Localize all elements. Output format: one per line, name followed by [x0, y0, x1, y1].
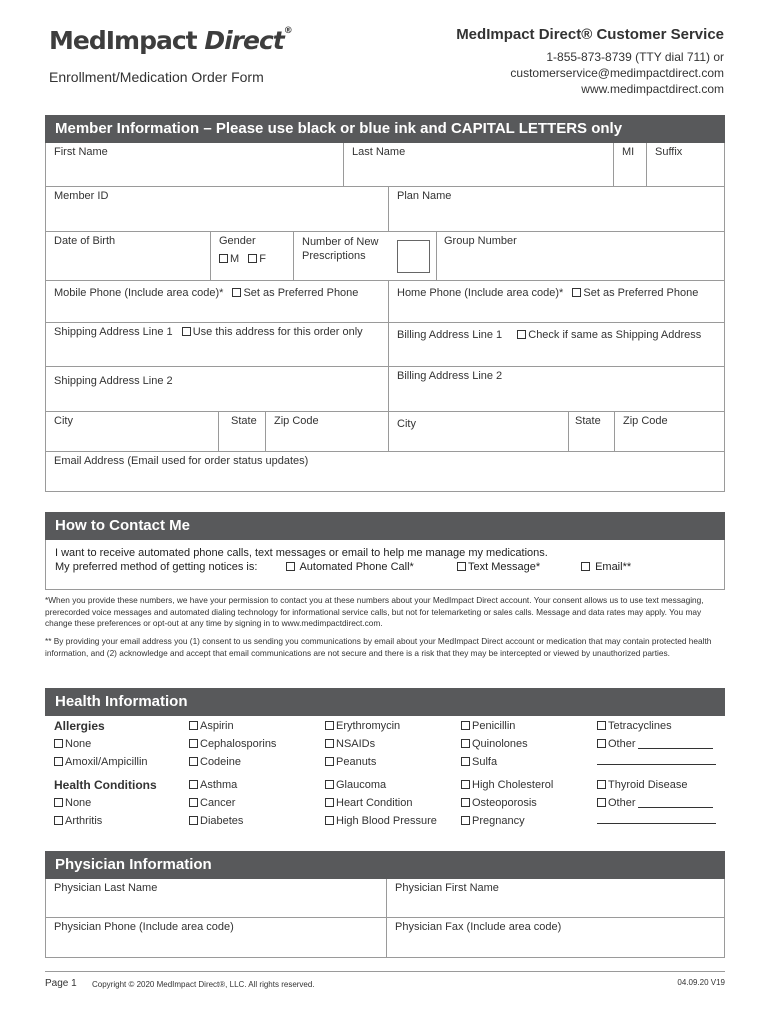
condition-thyroid-checkbox[interactable]: [597, 780, 606, 789]
num-prescriptions-field: [293, 232, 436, 280]
condition-cancer-label: Cancer: [200, 797, 236, 809]
same-as-shipping-checkbox[interactable]: [517, 330, 526, 339]
use-address-once-checkbox[interactable]: [182, 327, 191, 336]
home-phone-field[interactable]: Home Phone (Include area code)* Set as Preferred Phone: [388, 281, 726, 322]
physician-fax-field[interactable]: Physician Fax (Include area code): [386, 918, 726, 958]
group-number-field[interactable]: Group Number: [436, 232, 726, 280]
condition-pregnancy-label: Pregnancy: [472, 815, 525, 827]
contact-box: [45, 540, 725, 590]
physician-last-name-field[interactable]: Physician Last Name: [54, 882, 158, 894]
address-line1-row: [46, 323, 724, 367]
customer-service-email[interactable]: customerservice@medimpactdirect.com: [510, 66, 724, 80]
allergy-codeine-label: Codeine: [200, 756, 241, 768]
health-box: [45, 715, 725, 830]
condition-cancer-checkbox[interactable]: [189, 798, 198, 807]
conditions-heading: Health Conditions: [54, 778, 157, 792]
allergy-cephalo-checkbox[interactable]: [189, 739, 198, 748]
condition-glaucoma-checkbox[interactable]: [325, 780, 334, 789]
allergies-heading: Allergies: [54, 719, 105, 733]
billing-city-field[interactable]: City: [388, 412, 568, 451]
home-preferred-label: Set as Preferred Phone: [583, 287, 699, 299]
gender-f-checkbox[interactable]: [248, 254, 257, 263]
use-address-once-label: Use this address for this order only: [192, 326, 363, 338]
shipping-address-2-field[interactable]: Shipping Address Line 2: [54, 375, 173, 387]
page-number: Page 1: [45, 978, 77, 989]
form-title: Enrollment/Medication Order Form: [49, 69, 264, 85]
contact-note-1: *When you provide these numbers, we have your permission to contact you at these numbers about your MedImpact Direct account. Your consent allows us to use text messaging, prerecorded voice messages and automated dialing technology for informational service calls, but not for telemarketing or sales calls. Message and data rates may apply. You may change these preferences or opt-out at any time by signing in to www.medimpactdirect.com.: [45, 595, 704, 628]
condition-none-label: None: [65, 797, 92, 809]
allergy-nsaids-label: NSAIDs: [336, 738, 376, 750]
physician-contact-row: [46, 918, 724, 958]
condition-other-input[interactable]: [638, 807, 713, 808]
condition-glaucoma-label: Glaucoma: [336, 779, 387, 791]
gender-field: [210, 232, 293, 280]
email-checkbox[interactable]: [581, 562, 590, 571]
email-address-field[interactable]: Email Address (Email used for order status updates): [54, 455, 309, 467]
mi-field[interactable]: MI: [613, 143, 646, 186]
condition-heart-label: Heart Condition: [336, 797, 413, 809]
shipping-city-field[interactable]: City: [54, 415, 73, 427]
condition-osteo-checkbox[interactable]: [461, 798, 470, 807]
automated-phone-checkbox[interactable]: [286, 562, 295, 571]
allergy-other-checkbox[interactable]: [597, 739, 606, 748]
allergies-col-1: [54, 717, 148, 771]
billing-state-field[interactable]: State: [568, 412, 614, 451]
allergy-tetra-label: Tetracyclines: [608, 720, 672, 732]
last-name-field[interactable]: Last Name: [343, 143, 613, 186]
allergy-erythro-checkbox[interactable]: [325, 721, 334, 730]
condition-heart-checkbox[interactable]: [325, 798, 334, 807]
gender-m-checkbox[interactable]: [219, 254, 228, 263]
contact-preference-line: [55, 560, 724, 574]
customer-service-website[interactable]: www.medimpactdirect.com: [581, 82, 724, 96]
same-as-shipping-label: Check if same as Shipping Address: [528, 329, 702, 341]
allergy-other-input-2[interactable]: [597, 764, 716, 765]
allergy-none-label: None: [65, 738, 92, 750]
condition-asthma-label: Asthma: [200, 779, 238, 791]
num-prescriptions-label: Number of New Prescriptions: [302, 236, 379, 262]
conditions-col-4: [461, 776, 553, 830]
billing-zip-field[interactable]: Zip Code: [614, 412, 726, 451]
allergy-peanuts-checkbox[interactable]: [325, 757, 334, 766]
address-line2-row: [46, 367, 724, 412]
copyright: Copyright © 2020 MedImpact Direct®, LLC. All rights reserved.: [92, 980, 315, 989]
contact-preference-label: My preferred method of getting notices is:: [55, 561, 258, 573]
allergy-quinolones-checkbox[interactable]: [461, 739, 470, 748]
condition-diabetes-label: Diabetes: [200, 815, 244, 827]
contact-note-2: ** By providing your email address you (1) consent to us sending you communications by email about your MedImpact Direct account or medication that may contain protected health information, and (2) acknowledge and accept that email communications are not secure and there is a risk that they may be intercepted or viewed by unauthorized parties.: [45, 636, 712, 658]
condition-arthritis-checkbox[interactable]: [54, 816, 63, 825]
customer-service-title: MedImpact Direct® Customer Service: [456, 26, 724, 43]
allergies-col-2: [189, 717, 276, 771]
num-prescriptions-input[interactable]: [397, 240, 430, 273]
conditions-col-3: [325, 776, 437, 830]
physician-phone-field[interactable]: Physician Phone (Include area code): [54, 921, 234, 933]
allergy-none-checkbox[interactable]: [54, 739, 63, 748]
billing-address-1-field[interactable]: Billing Address Line 1 Check if same as Shipping Address: [388, 323, 726, 366]
allergy-penicillin-label: Penicillin: [472, 720, 516, 732]
first-name-field[interactable]: First Name: [54, 146, 108, 158]
health-header: Health Information: [45, 688, 725, 716]
gender-m-label: M: [230, 253, 240, 265]
conditions-col-2: [189, 776, 243, 830]
conditions-col-5: [597, 776, 716, 830]
condition-cholesterol-label: High Cholesterol: [472, 779, 554, 791]
condition-diabetes-checkbox[interactable]: [189, 816, 198, 825]
allergy-sulfa-checkbox[interactable]: [461, 757, 470, 766]
allergy-nsaids-checkbox[interactable]: [325, 739, 334, 748]
dob-field[interactable]: Date of Birth: [54, 235, 116, 247]
phone-row: [46, 281, 724, 323]
contact-intro: I want to receive automated phone calls, text messages or email to help me manage my medications.: [55, 547, 548, 559]
physician-box: [45, 879, 725, 958]
company-logo: MedImpact Direct®: [49, 26, 292, 55]
text-message-checkbox[interactable]: [457, 562, 466, 571]
condition-hbp-checkbox[interactable]: [325, 816, 334, 825]
name-row: [46, 143, 724, 187]
allergies-col-5: [597, 717, 716, 771]
allergy-tetra-checkbox[interactable]: [597, 721, 606, 730]
shipping-zip-field[interactable]: Zip Code: [265, 412, 388, 451]
email-label: Email**: [595, 561, 632, 573]
plan-name-field[interactable]: Plan Name: [388, 187, 726, 231]
member-id-field[interactable]: Member ID: [54, 190, 109, 202]
allergy-amoxil-checkbox[interactable]: [54, 757, 63, 766]
gender-f-label: F: [259, 253, 266, 265]
contact-header: How to Contact Me: [45, 512, 725, 540]
physician-header: Physician Information: [45, 851, 725, 879]
condition-other-checkbox[interactable]: [597, 798, 606, 807]
allergy-other-label: Other: [608, 738, 636, 750]
condition-thyroid-label: Thyroid Disease: [608, 779, 688, 791]
allergy-amoxil-label: Amoxil/Ampicillin: [65, 756, 148, 768]
condition-pregnancy-checkbox[interactable]: [461, 816, 470, 825]
allergies-col-4: [461, 717, 528, 771]
allergy-aspirin-checkbox[interactable]: [189, 721, 198, 730]
form-version: 04.09.20 V19: [677, 978, 725, 987]
physician-name-row: [46, 879, 724, 918]
allergy-aspirin-label: Aspirin: [200, 720, 234, 732]
condition-other-label: Other: [608, 797, 636, 809]
member-info-header: Member Information – Please use black or blue ink and CAPITAL LETTERS only: [45, 115, 725, 143]
shipping-state-field[interactable]: State: [218, 412, 265, 451]
allergy-cephalo-label: Cephalosporins: [200, 738, 277, 750]
email-row: [46, 452, 724, 492]
customer-service-phone: 1-855-873-8739 (TTY dial 711) or: [546, 50, 724, 64]
allergy-other-input[interactable]: [638, 748, 713, 749]
billing-address-2-field[interactable]: Billing Address Line 2: [388, 367, 726, 411]
condition-hbp-label: High Blood Pressure: [336, 815, 437, 827]
allergy-codeine-checkbox[interactable]: [189, 757, 198, 766]
condition-other-input-2[interactable]: [597, 823, 716, 824]
allergy-peanuts-label: Peanuts: [336, 756, 377, 768]
member-info-box: [45, 143, 725, 492]
physician-first-name-field[interactable]: Physician First Name: [386, 879, 726, 917]
mobile-phone-field[interactable]: Mobile Phone (Include area code)* Set as Preferred Phone: [54, 287, 359, 299]
condition-asthma-checkbox[interactable]: [189, 780, 198, 789]
condition-cholesterol-checkbox[interactable]: [461, 780, 470, 789]
text-message-label: Text Message*: [468, 561, 541, 573]
mobile-preferred-label: Set as Preferred Phone: [243, 287, 359, 299]
condition-osteo-label: Osteoporosis: [472, 797, 537, 809]
id-row: [46, 187, 724, 232]
customer-service-block: [456, 26, 724, 97]
mobile-preferred-checkbox[interactable]: [232, 288, 241, 297]
suffix-field[interactable]: Suffix: [646, 143, 726, 186]
page-footer: [45, 971, 725, 989]
gender-label: Gender: [219, 235, 256, 247]
allergy-penicillin-checkbox[interactable]: [461, 721, 470, 730]
allergy-sulfa-label: Sulfa: [472, 756, 498, 768]
allergy-erythro-label: Erythromycin: [336, 720, 401, 732]
condition-none-checkbox[interactable]: [54, 798, 63, 807]
automated-phone-label: Automated Phone Call*: [299, 561, 414, 573]
shipping-address-1-field[interactable]: Shipping Address Line 1 Use this address for this order only: [54, 326, 363, 338]
conditions-col-1: [54, 776, 157, 830]
condition-arthritis-label: Arthritis: [65, 815, 103, 827]
allergies-col-3: [325, 717, 400, 771]
allergy-quinolones-label: Quinolones: [472, 738, 528, 750]
dob-row: [46, 232, 724, 281]
city-row: [46, 412, 724, 452]
home-preferred-checkbox[interactable]: [572, 288, 581, 297]
